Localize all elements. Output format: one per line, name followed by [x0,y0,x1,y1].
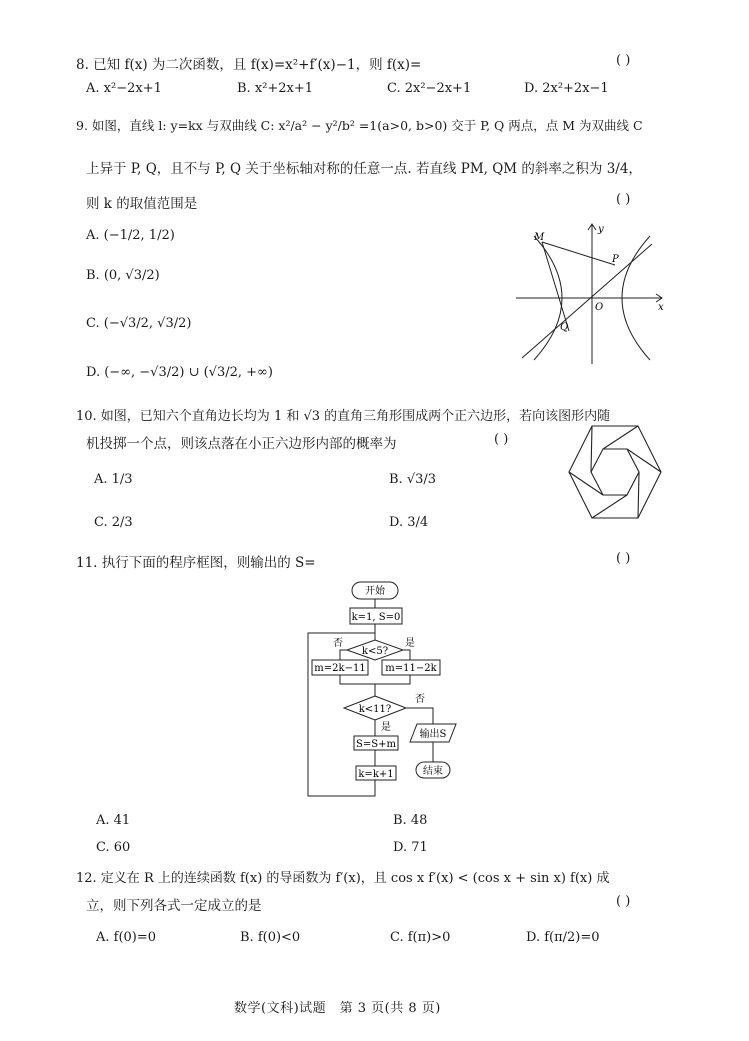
q9-label-x: x [658,302,664,313]
q9-option-c: C. (−√3/2, √3/2) [86,316,192,331]
fc-start-label: 开始 [365,586,385,597]
q10-option-a: A. 1/3 [94,472,133,487]
q8-option-b: B. x²+2x+1 [237,81,314,96]
q10-divider-3 [638,472,639,518]
fc-end-label: 结束 [423,766,443,777]
q10-outer-hexagon [569,426,661,518]
q10-hexagon-figure [563,422,667,522]
q11-flowchart [300,578,470,800]
q8-option-c: C. 2x²−2x+1 [387,81,472,96]
q9-option-a: A. (−1/2, 1/2) [86,228,175,243]
q10-divider-1 [603,426,638,449]
q10-line2: 机投掷一个点，则该点落在小正六边形内部的概率为 [86,436,397,452]
q8-option-a: A. x²−2x+1 [86,81,162,96]
q9-label-p: P [612,254,619,265]
q10-inner-hexagon [591,449,639,495]
q10-line1: 10. 如图，已知六个直角边长均为 1 和 √3 的直角三角形围成两个正六边形，若向该图形内随 [76,409,611,424]
fc-cond1-label: k<5? [361,646,389,657]
fc-sum-label: S=S+m [356,739,396,750]
q8-stem: 8. 已知 f(x) 为二次函数，且 f(x)=x²+f′(x)−1，则 f(x)= [76,57,422,73]
q9-label-q: Q [560,322,569,333]
fc-no2-label: 否 [415,694,425,705]
q12-option-c: C. f(π)>0 [390,930,451,945]
q11-stem: 11. 执行下面的程序框图，则输出的 S= [76,555,316,571]
page-footer: 数学(文科)试题 第 3 页(共 8 页) [234,1001,441,1016]
q9-line1: 9. 如图，直线 l: y=kx 与双曲线 C: x²/a² − y²/b² =1(a>0, b>0) 交于 P, Q 两点，点 M 为双曲线 C [76,118,643,133]
fc-m2-label: m=11−2k [385,663,437,674]
fc-m1-label: m=2k−11 [314,663,366,674]
q10-divider-6 [591,426,592,472]
fc-output-label: 输出S [419,729,447,740]
q11-option-b: B. 48 [393,813,428,828]
fc-edge-no1 [340,650,347,660]
fc-yes1-label: 是 [405,638,415,649]
q9-label-m: M [534,232,545,243]
q10-answer-paren: ( ) [494,432,509,447]
q10-divider-2 [627,449,661,472]
q11-answer-paren: ( ) [616,551,631,566]
q12-option-b: B. f(0)<0 [240,930,301,945]
q9-label-y: y [598,224,604,235]
fc-cond2-label: k<11? [358,704,392,715]
q10-divider-5 [569,472,603,495]
q8-option-d: D. 2x²+2x−1 [524,81,609,96]
fc-edge-merge [340,675,410,684]
q11-option-d: D. 71 [393,840,428,855]
q10-option-d: D. 3/4 [389,515,429,530]
q12-answer-paren: ( ) [616,894,631,909]
q9-label-o: O [595,302,604,313]
q9-option-d: D. (−∞, −√3/2) ∪ (√3/2, +∞) [86,365,273,380]
fc-no1-label: 否 [333,638,343,649]
q12-line1: 12. 定义在 R 上的连续函数 f(x) 的导函数为 f′(x)，且 cos x f′(x) < (cos x + sin x) f(x) 成 [76,871,610,886]
q10-option-c: C. 2/3 [94,515,133,530]
q12-line2: 立，则下列各式一定成立的是 [86,898,262,914]
q10-divider-4 [592,495,627,518]
q9-line2: 上异于 P, Q，且不与 P, Q 关于坐标轴对称的任意一点. 若直线 PM, QM 的斜率之积为 3/4， [86,161,642,177]
q11-option-c: C. 60 [96,840,131,855]
fc-inc-label: k=k+1 [358,769,394,780]
q9-line3: 则 k 的取值范围是 [86,196,198,212]
q9-line-mp [542,242,615,265]
fc-edge-no2 [406,708,433,724]
fc-edge-yes1 [403,650,410,660]
q12-option-d: D. f(π/2)=0 [526,930,600,945]
fc-yes2-label: 是 [381,722,391,733]
q9-line-l [522,244,652,358]
q10-option-b: B. √3/3 [389,472,437,487]
q8-answer-paren: ( ) [616,53,631,68]
q11-option-a: A. 41 [96,813,131,828]
fc-init-label: k=1, S=0 [351,612,401,623]
q12-option-a: A. f(0)=0 [96,930,157,945]
q9-line-mq [542,242,569,331]
q9-answer-paren: ( ) [616,192,631,207]
q9-option-b: B. (0, √3/2) [86,268,160,283]
q9-hyperbola-figure [512,218,672,368]
